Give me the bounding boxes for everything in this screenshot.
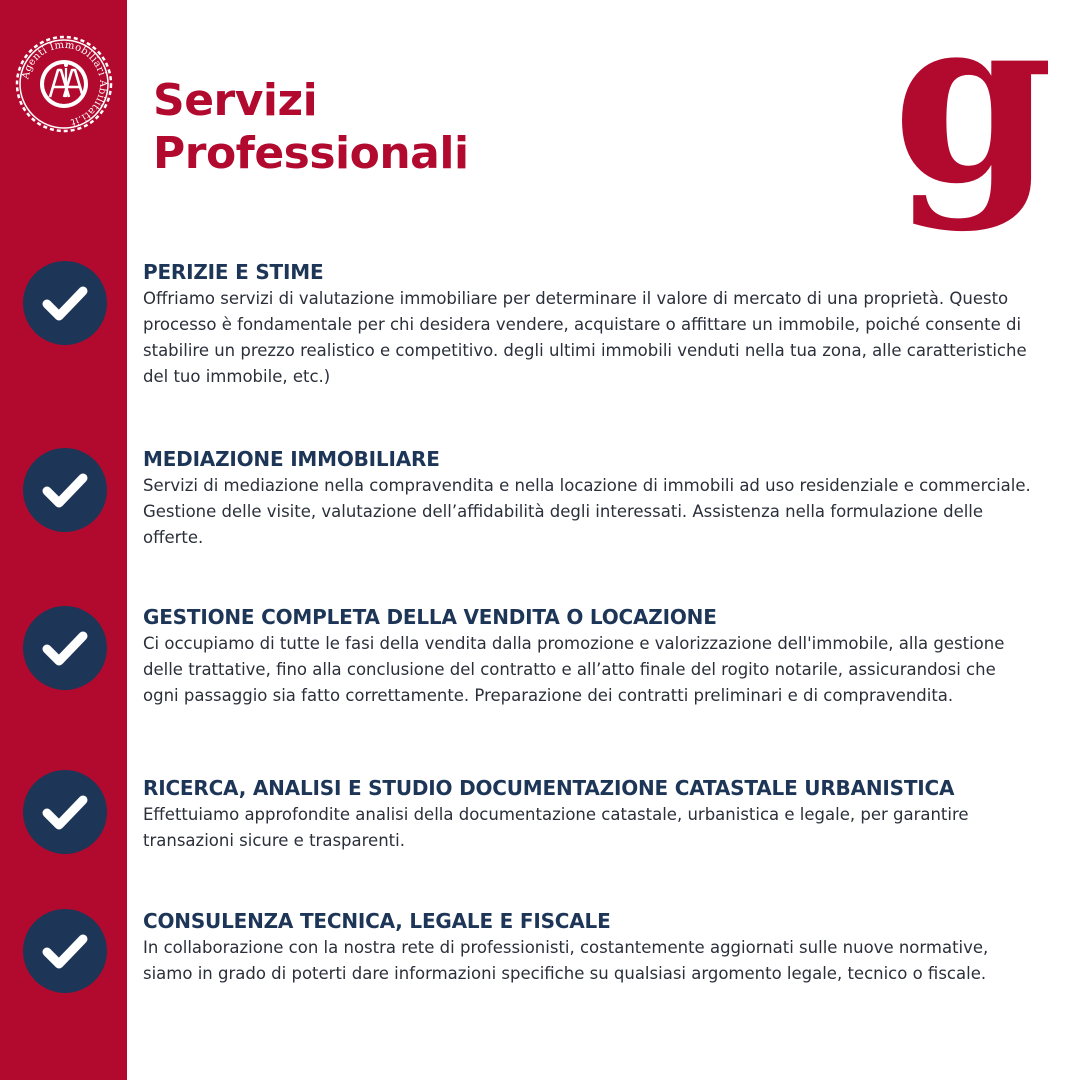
page-title-line-1: Servizi	[153, 75, 318, 126]
service-gestione-vendita	[143, 604, 1043, 709]
svg-text:Agenti Immobiliari Abilitati.i: Agenti Immobiliari Abilitati.it	[20, 39, 109, 128]
service-title: GESTIONE COMPLETA DELLA VENDITA O LOCAZIONE	[143, 605, 717, 629]
service-description: In collaborazione con la nostra rete di professionisti, costantemente aggiornati sulle nuove normative, siamo in grado di poterti dare informazioni specifiche su qualsiasi argomento legale, tecnico o fiscale.	[143, 938, 989, 983]
service-description: Ci occupiamo di tutte le fasi della vendita dalla promozione e valorizzazione dell'immobile, alla gestione delle trattative, fino alla conclusione del contratto e all’atto finale del rogito notarile, assicurandosi che ogni passaggio sia fatto correttamente. Preparazione dei contratti preliminari e di compravendita.	[143, 634, 1005, 705]
check-circle-icon	[23, 909, 107, 993]
service-title: PERIZIE E STIME	[143, 260, 324, 284]
service-perizie-stime	[143, 259, 1043, 390]
check-circle-icon	[23, 770, 107, 854]
service-mediazione	[143, 446, 1043, 551]
sidebar-band	[0, 0, 127, 1080]
brand-letter-logo	[892, 0, 1054, 240]
service-title: RICERCA, ANALISI E STUDIO DOCUMENTAZIONE CATASTALE URBANISTICA	[143, 776, 955, 800]
service-title: MEDIAZIONE IMMOBILIARE	[143, 447, 440, 471]
service-title: CONSULENZA TECNICA, LEGALE E FISCALE	[143, 909, 611, 933]
page-title-line-2: Professionali	[153, 128, 469, 179]
service-description: Servizi di mediazione nella compravendita e nella locazione di immobili ad uso residenziale e commerciale. Gestione delle visite, valutazione dell’affidabilità degli interessati. Assistenza nella formulazione delle offerte.	[143, 476, 1031, 547]
agenti-immobiliari-seal-icon	[14, 34, 114, 134]
check-circle-icon	[23, 448, 107, 532]
check-circle-icon	[23, 606, 107, 690]
check-circle-icon	[23, 261, 107, 345]
service-description: Effettuiamo approfondite analisi della documentazione catastale, urbanistica e legale, per garantire transazioni sicure e trasparenti.	[143, 805, 969, 850]
page-title	[153, 74, 469, 180]
brand-letter: g	[892, 0, 1054, 235]
service-documentazione-catastale	[143, 775, 1043, 854]
service-consulenza	[143, 908, 1043, 987]
service-description: Offriamo servizi di valutazione immobiliare per determinare il valore di mercato di una proprietà. Questo processo è fondamentale per chi desidera vendere, acquistare o affittare un immobile, poiché consente di stabilire un prezzo realistico e competitivo. degli ultimi immobili venduti nella tua zona, alle caratteristiche del tuo immobile, etc.)	[143, 289, 1027, 386]
